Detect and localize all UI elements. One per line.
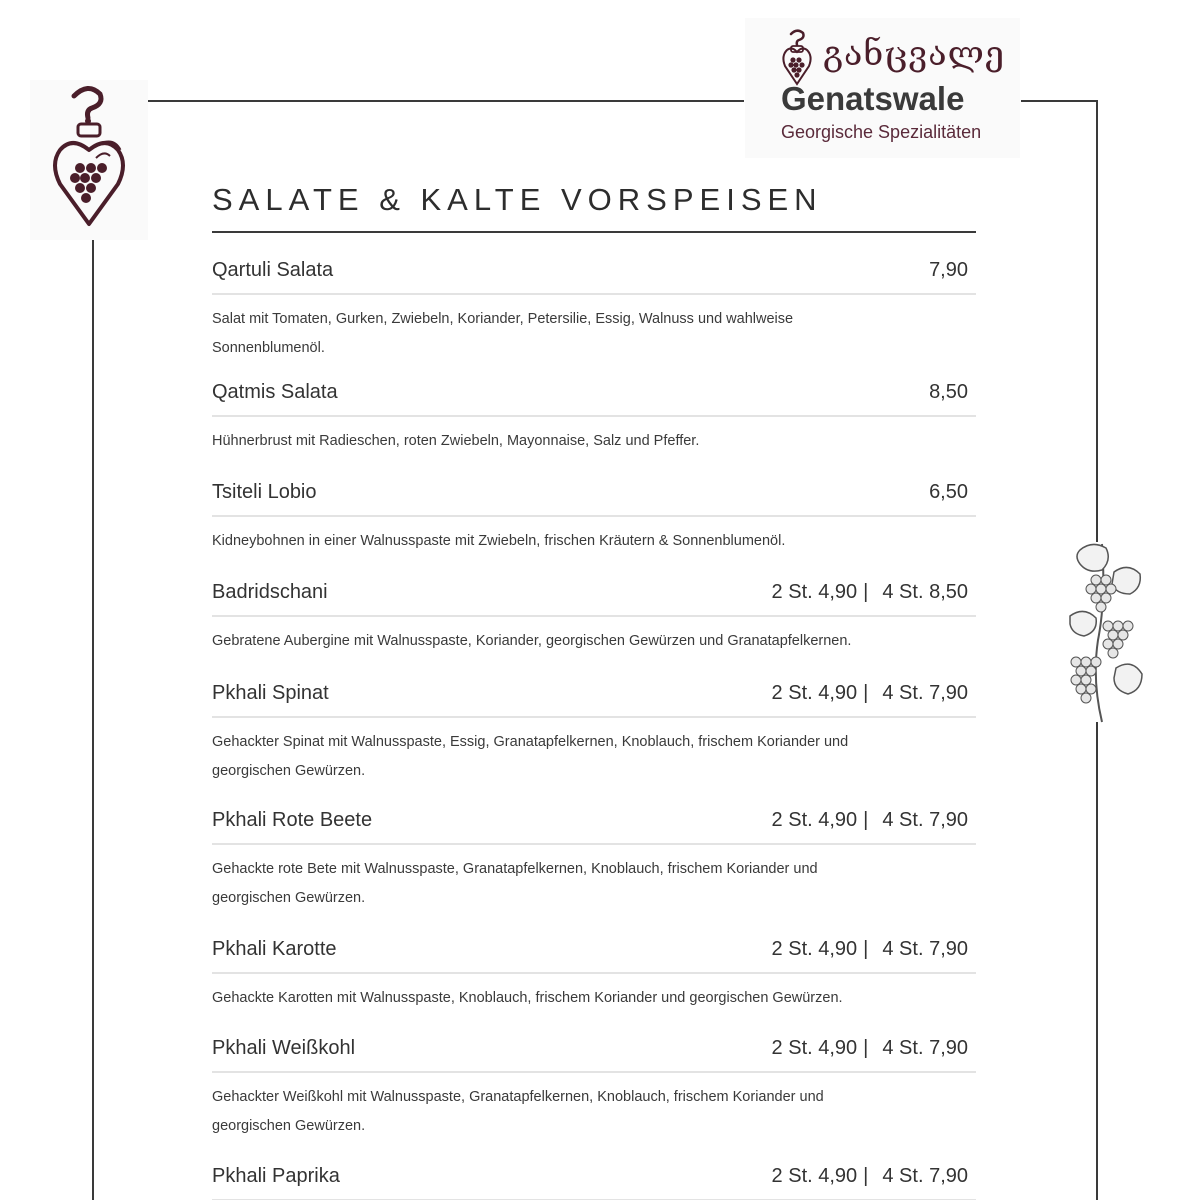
price-large-portion: 4 St. 7,90 bbox=[882, 1165, 968, 1187]
menu-item-prices bbox=[772, 938, 968, 961]
price-small-portion: 2 St. 4,90 bbox=[771, 581, 858, 603]
menu-item bbox=[212, 803, 976, 913]
price-separator: | bbox=[863, 938, 869, 960]
menu-item bbox=[212, 676, 976, 786]
menu-item-name: Qatmis Salata bbox=[212, 381, 338, 403]
menu-item-description: Kidneybohnen in einer Walnusspaste mit Zwiebeln, frischen Kräutern & Sonnenblumenöl. bbox=[212, 533, 786, 549]
price-separator: | bbox=[863, 1165, 869, 1187]
frame-line-top-left bbox=[116, 100, 744, 102]
grape-vine-icon bbox=[1062, 540, 1150, 725]
menu-item-description: Gehackter Spinat mit Walnusspaste, Essig, Granatapfelkernen, Knoblauch, frischem Koriander und georgischen Gewürzen. bbox=[212, 734, 849, 779]
price-small-portion: 2 St. 4,90 bbox=[771, 938, 858, 960]
section-title: SALATE & KALTE VORSPEISEN bbox=[212, 182, 823, 217]
menu-item-price: 8,50 bbox=[929, 381, 968, 403]
menu-item-prices bbox=[772, 1037, 968, 1060]
price-separator: | bbox=[863, 581, 869, 603]
price-separator: | bbox=[863, 682, 869, 704]
menu-item-header bbox=[212, 375, 976, 417]
menu-item-description: Hühnerbrust mit Radieschen, roten Zwiebeln, Mayonnaise, Salz und Pfeffer. bbox=[212, 433, 700, 449]
logo-subtitle: Georgische Spezialitäten bbox=[781, 122, 982, 142]
price-large-portion: 4 St. 7,90 bbox=[882, 682, 968, 704]
price-separator: | bbox=[863, 1037, 869, 1059]
menu-item-name: Pkhali Karotte bbox=[212, 938, 337, 960]
logo-name: Genatswale bbox=[781, 80, 965, 117]
menu-item-description: Gehackte Karotten mit Walnusspaste, Knoblauch, frischem Koriander und georgischen Gewürzen. bbox=[212, 990, 843, 1006]
menu-item-price: 7,90 bbox=[929, 259, 968, 281]
menu-item-description: Gehackter Weißkohl mit Walnusspaste, Granatapfelkernen, Knoblauch, frischem Koriander und georgischen Gewürzen. bbox=[212, 1089, 824, 1134]
price-large-portion: 4 St. 7,90 bbox=[882, 809, 968, 831]
menu-item-name: Badridschani bbox=[212, 581, 328, 603]
menu-item-prices bbox=[772, 809, 968, 832]
menu-item-name: Pkhali Spinat bbox=[212, 682, 329, 704]
menu-item-header bbox=[212, 803, 976, 845]
menu-item-header bbox=[212, 676, 976, 718]
logo-georgian-text: განცვალე bbox=[823, 34, 1005, 74]
menu-item-name: Pkhali Paprika bbox=[212, 1165, 340, 1187]
menu-item-price: 6,50 bbox=[929, 481, 968, 503]
menu-item-header bbox=[212, 932, 976, 974]
menu-item bbox=[212, 1031, 976, 1141]
section-title-underline bbox=[212, 231, 976, 233]
menu-item-name: Qartuli Salata bbox=[212, 259, 334, 281]
menu-item-description: Salat mit Tomaten, Gurken, Zwiebeln, Koriander, Petersilie, Essig, Walnuss und wahlweise Sonnenblumenöl. bbox=[212, 311, 794, 356]
brand-logo bbox=[745, 18, 1020, 158]
price-small-portion: 2 St. 4,90 bbox=[771, 682, 858, 704]
price-large-portion: 4 St. 7,90 bbox=[882, 938, 968, 960]
frame-line-top-right bbox=[1021, 100, 1097, 102]
price-large-portion: 4 St. 7,90 bbox=[882, 1037, 968, 1059]
price-separator: | bbox=[863, 809, 869, 831]
menu-item-description: Gebratene Aubergine mit Walnusspaste, Koriander, georgischen Gewürzen und Granatapfelkernen. bbox=[212, 633, 852, 649]
menu-item bbox=[212, 475, 976, 556]
frame-line-left bbox=[92, 225, 94, 1200]
price-small-portion: 2 St. 4,90 bbox=[771, 809, 858, 831]
menu-item bbox=[212, 932, 976, 1013]
menu-item-header bbox=[212, 1031, 976, 1073]
menu-item bbox=[212, 575, 976, 656]
menu-item bbox=[212, 253, 976, 363]
menu-item-prices bbox=[772, 682, 968, 705]
menu-item bbox=[212, 375, 976, 456]
price-large-portion: 4 St. 8,50 bbox=[882, 581, 968, 603]
menu-item bbox=[212, 1159, 976, 1200]
menu-item-prices bbox=[772, 581, 968, 604]
wine-jug-grape-icon bbox=[30, 80, 148, 240]
price-small-portion: 2 St. 4,90 bbox=[771, 1165, 858, 1187]
menu-item-header bbox=[212, 475, 976, 517]
menu-item-name: Pkhali Rote Beete bbox=[212, 809, 373, 831]
frame-line-right-lower bbox=[1096, 722, 1098, 1200]
menu-item-description: Gehackte rote Bete mit Walnusspaste, Granatapfelkernen, Knoblauch, frischem Koriander und georgischen Gewürzen. bbox=[212, 861, 818, 906]
menu-item-name: Tsiteli Lobio bbox=[212, 481, 317, 503]
menu-item-prices bbox=[772, 1165, 968, 1188]
menu-item-header bbox=[212, 1159, 976, 1200]
menu-item-header bbox=[212, 575, 976, 617]
price-small-portion: 2 St. 4,90 bbox=[771, 1037, 858, 1059]
menu-item-header bbox=[212, 253, 976, 295]
menu-item-name: Pkhali Weißkohl bbox=[212, 1037, 356, 1059]
frame-line-right-upper bbox=[1096, 100, 1098, 542]
